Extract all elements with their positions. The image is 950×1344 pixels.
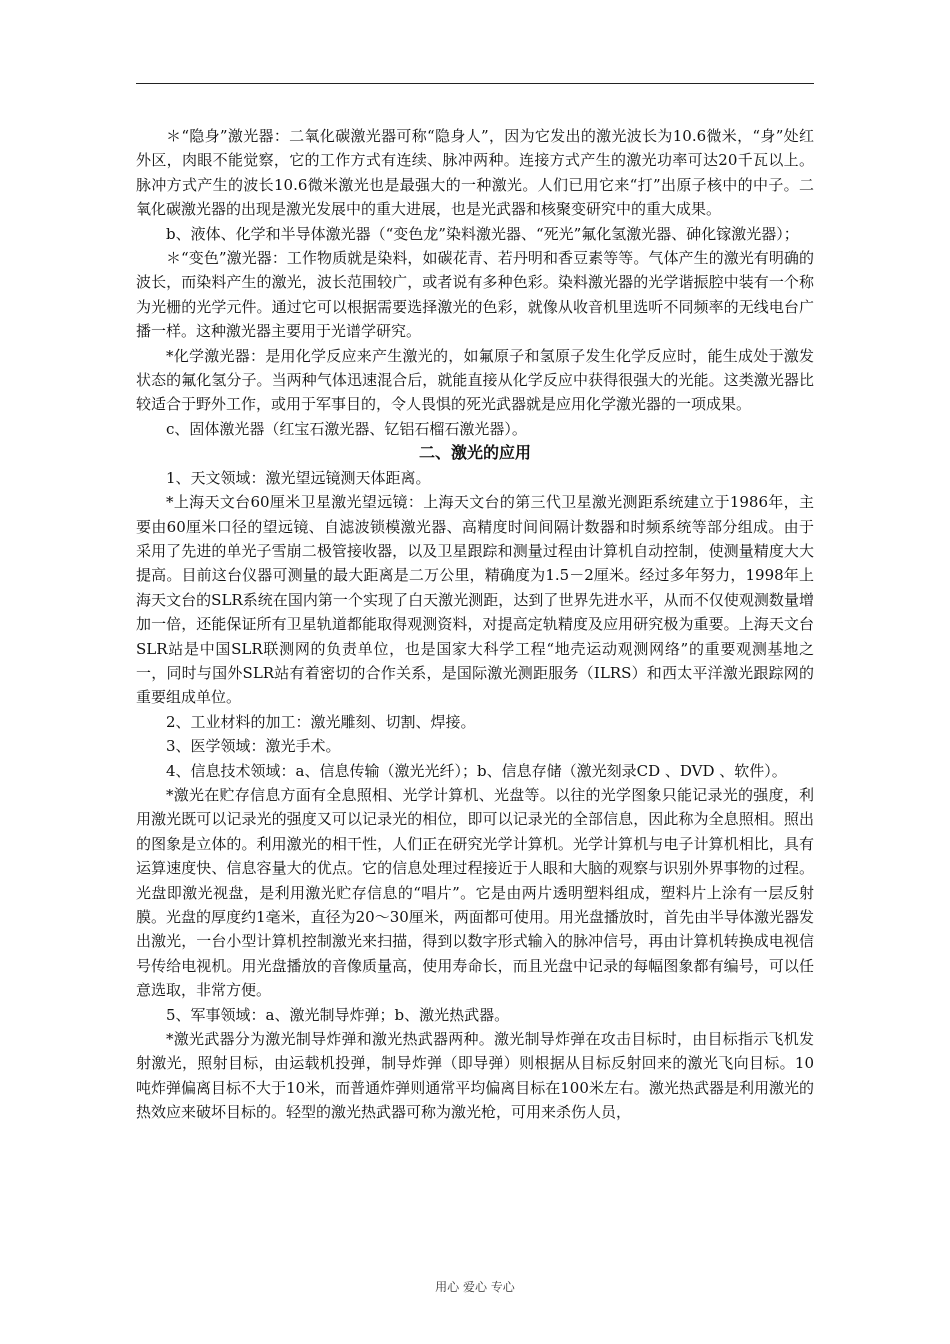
paragraph-laser-weapons: *激光武器分为激光制导炸弹和激光热武器两种。激光制导炸弹在攻击目标时，由目标指示飞机发射激光，照射目标，由运载机投弹，制导炸弹（即导弹）则根据从目标反射回来的激光飞向目标。10吨炸弹偏离目标不大于10米，而普通炸弹则通常平均偏离目标在100米左右。激光热武器是利用激光的热效应来破坏目标的。轻型的激光热武器可称为激光枪，可用来杀伤人员， <box>136 1030 814 1122</box>
paragraph-astronomy: 1、天文领域：激光望远镜测天体距离。 <box>166 468 431 487</box>
header-rule <box>136 83 814 84</box>
paragraph-information-storage: *激光在贮存信息方面有全息照相、光学计算机、光盘等。以往的光学图象只能记录光的强度，利用激光既可以记录光的强度又可以记录光的相位，即可以记录光的全部信息，因此称为全息照相。照出的图象是立体的。利用激光的相干性，人们正在研究光学计算机。光学计算机与电子计算机相比，具有运算速度快、信息容量大的优点。它的信息处理过程接近于人眼和大脑的观察与识别外界事物的过程。光盘即激光视盘，是利用激光贮存信息的“唱片”。它是由两片透明塑料组成，塑料片上涂有一层反射膜。光盘的厚度约1毫米，直径为20～30厘米，两面都可使用。用光盘播放时，首先由半导体激光器发出激光，一台小型计算机控制激光来扫描，得到以数字形式输入的脉冲信号，再由计算机转换成电视信号传给电视机。用光盘播放的音像质量高，使用寿命长，而且光盘中记录的每幅图象都有编号，可以任意选取，非常方便。 <box>136 785 814 1000</box>
document-body <box>136 124 814 1125</box>
paragraph-information: 4、信息技术领域：a、信息传输（激光光纤）；b、信息存储（激光刻录CD 、DVD 、软件）。 <box>166 761 787 780</box>
paragraph-solid-laser: c、固体激光器（红宝石激光器、钇铝石榴石激光器）。 <box>166 419 527 438</box>
paragraph-shanghai-observatory: *上海天文台60厘米卫星激光望远镜：上海天文台的第三代卫星激光测距系统建立于1986年，主要由60厘米口径的望远镜、自滤波锁模激光器、高精度时间间隔计数器和时频系统等部分组成。由于采用了先进的单光子雪崩二极管接收器，以及卫星跟踪和测量过程由计算机自动控制，使测量精度大大提高。目前这台仪器可测量的最大距离是二万公里，精确度为1.5－2厘米。经过多年努力，1998年上海天文台的SLR系统在国内第一个实现了白天激光测距，达到了世界先进水平，从而不仅使观测数量增加一倍，还能保证所有卫星轨道都能取得观测资料，对提高定轨精度及应用研究极为重要。上海天文台SLR站是中国SLR联测网的负责单位，也是国家大科学工程“地壳运动观测网络”的重要观测基地之一，同时与国外SLR站有着密切的合作关系，是国际激光测距服务（ILRS）和西太平洋激光跟踪网的重要组成单位。 <box>136 493 814 707</box>
paragraph-industry: 2、工业材料的加工：激光雕刻、切割、焊接。 <box>166 712 476 731</box>
paragraph-co2-laser: ＊“隐身”激光器：二氧化碳激光器可称“隐身人”，因为它发出的激光波长为10.6微米，“身”处红外区，肉眼不能觉察，它的工作方式有连续、脉冲两种。连接方式产生的激光功率可达20千瓦以上。脉冲方式产生的波长10.6微米激光也是最强大的一种激光。人们已用它来“打”出原子核中的中子。二氧化碳激光器的出现是激光发展中的重大进展，也是光武器和核聚变研究中的重大成果。 <box>136 127 814 219</box>
page-footer: 用心 爱心 专心 <box>435 1280 515 1294</box>
paragraph-chemical-laser: *化学激光器：是用化学反应来产生激光的，如氟原子和氢原子发生化学反应时，能生成处于激发状态的氟化氢分子。当两种气体迅速混合后，就能直接从化学反应中获得很强大的光能。这类激光器比较适合于野外工作，或用于军事目的，令人畏惧的死光武器就是应用化学激光器的一项成果。 <box>136 346 814 414</box>
paragraph-dye-laser: ＊“变色”激光器：工作物质就是染料，如碳花青、若丹明和香豆素等等。气体产生的激光有明确的波长，而染料产生的激光，波长范围较广，或者说有多种色彩。染料激光器的光学谐振腔中装有一个称为光栅的光学元件。通过它可以根据需要选择激光的色彩，就像从收音机里选听不同频率的无线电台广播一样。这种激光器主要用于光谱学研究。 <box>136 249 814 341</box>
paragraph-military: 5、军事领域：a、激光制导炸弹；b、激光热武器。 <box>166 1005 510 1024</box>
section-title: 二、激光的应用 <box>418 443 531 463</box>
paragraph-liquid-chemical-lasers: b、液体、化学和半导体激光器（“变色龙”染料激光器、“死光”氟化氢激光器、砷化镓激光器）； <box>166 224 799 243</box>
paragraph-medicine: 3、医学领域：激光手术。 <box>166 737 341 756</box>
